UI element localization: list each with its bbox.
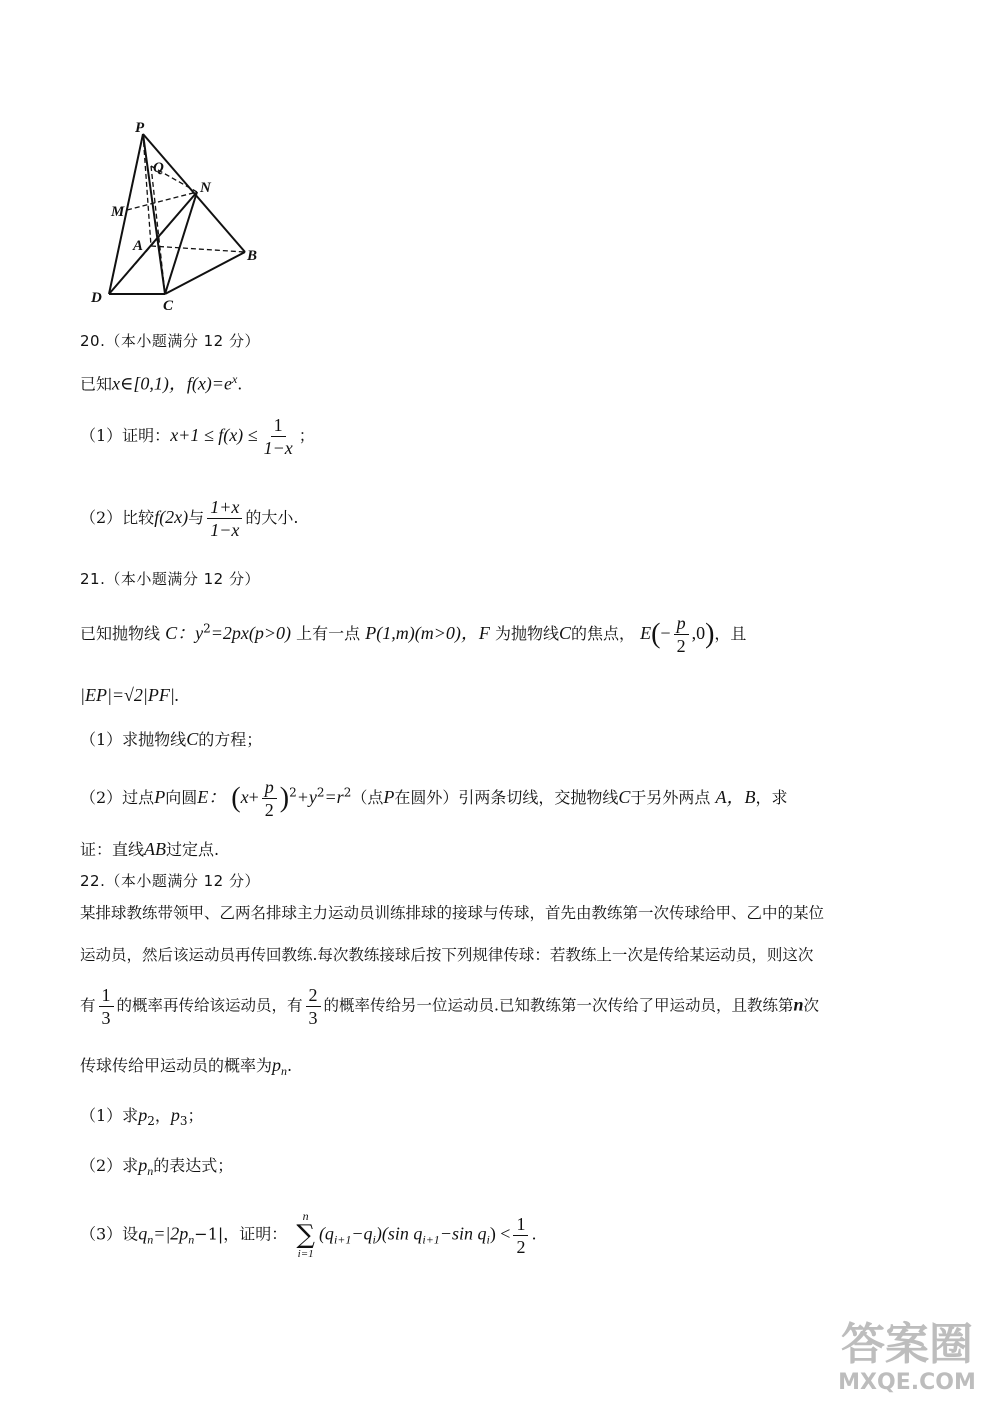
pyramid-figure [85, 118, 275, 318]
q22-line3 [80, 984, 819, 1029]
q22-line1: 某排球教练带领甲、乙两名排球主力运动员训练排球的接球与传球，首先由教练第一次传球给甲、乙中的某位 [80, 904, 825, 922]
q21-p1-c: C [186, 729, 199, 749]
q21-p2-k: 于另外两点 [630, 788, 711, 807]
q22-l3-f1-den: 3 [101, 1008, 111, 1028]
q20-part1 [80, 414, 315, 459]
q21-l1-i: E [640, 623, 652, 643]
q22-p3-term: (q [318, 1223, 334, 1244]
q21-p2-b: P [154, 787, 166, 807]
watermark-logo [822, 1320, 992, 1396]
q21-l1-b: C：y [165, 623, 204, 643]
q21-p2-l2-b: AB [144, 839, 167, 859]
q21-p2-l: A，B [715, 787, 756, 807]
q21-l1-e: P(1,m)(m>0)，F [365, 623, 490, 643]
q21-p2-m: ，求 [755, 788, 788, 807]
q22-p1-p2-sub: 2 [147, 1114, 155, 1129]
q21-p2-l2-c: 过定点. [166, 840, 220, 859]
q20-p2-num: 1+x [207, 496, 242, 519]
q22-part2 [80, 1154, 233, 1182]
q22-p3-term3: )(sin q [375, 1223, 423, 1244]
q21-p2-e: +y [296, 787, 317, 807]
q22-p1-end: ； [187, 1106, 204, 1125]
q20-given-sup: x [231, 372, 238, 386]
q21-p1-label: （1）求抛物线 [80, 730, 187, 749]
q20-given-prefix: 已知 [80, 374, 113, 394]
label-N: N [200, 180, 211, 196]
q22-l3-f2-den: 3 [308, 1008, 318, 1028]
label-A: A [133, 238, 144, 254]
q21-l1-sup: 2 [203, 621, 211, 636]
label-M: M [111, 204, 125, 220]
q21-p2-den: 2 [264, 800, 274, 820]
q21-l1-d: 上有一点 [296, 624, 361, 643]
q22-l4-a: 传球传给甲运动员的概率为 [80, 1056, 273, 1075]
label-D: D [91, 290, 102, 306]
q21-line2: |EP|=√2|PF|. [80, 685, 180, 705]
q22-part3: （3）设$q_n=|2p_n-1|$，证明： n ∑ i=1 $(q_{i+1}-q_i)(\sin$ $q_{i+1}-\sin$ $q_i$) < $\frac{1}{2}$ . [80, 1209, 537, 1260]
q21-p2-num: p [262, 776, 277, 799]
q21-p2-i: 在圆外）引两条切线，交抛物线 [394, 788, 619, 807]
q21-p2-h: P [383, 787, 395, 807]
q22-line2: 运动员，然后该运动员再传回教练.每次教练接球后按下列规律传球：若教练上一次是传给某运动员，则这次 [80, 946, 814, 964]
q22-line4 [80, 1054, 292, 1082]
q22-l3-d: 次 [803, 996, 819, 1015]
q21-p2-g: （点 [351, 788, 384, 807]
q22-p2-label: （2）求 [80, 1156, 139, 1175]
q21-p2-a: （2）过点 [80, 788, 155, 807]
q20-p2-mid: 与 [188, 508, 205, 527]
q22-p2-sub: n [147, 1164, 154, 1179]
q20-given-end: . [237, 374, 243, 394]
q21-l1-k: ，且 [714, 624, 747, 643]
q22-p3-end: . [531, 1224, 537, 1244]
q20-p2-expr: f(2x) [154, 507, 189, 527]
q21-p1-end: 的方程； [198, 730, 263, 749]
watermark-line1: 答案圈 [841, 1319, 973, 1370]
q20-p2-label: （2）比较 [80, 508, 155, 527]
q22-p3-den: 2 [516, 1236, 526, 1257]
q20-p2-end: 的大小. [245, 508, 299, 527]
q21-l1-den: 2 [676, 636, 686, 656]
q22-part1 [80, 1104, 204, 1132]
q20-p1-num: 1 [271, 414, 286, 437]
q22-p2-end: 的表达式； [153, 1156, 234, 1175]
q20-p1-expr: x+1 ≤ f(x) ≤ [170, 425, 258, 445]
q21-l1-num: p [674, 612, 689, 635]
label-Q: Q [153, 160, 164, 176]
q22-l3-b: 的概率再传给该运动员，有 [116, 996, 303, 1015]
q22-l3-n: n [793, 994, 804, 1015]
label-P: P [135, 120, 145, 136]
q21-p2-d: E： [197, 787, 227, 807]
q22-p2-p: p [138, 1155, 148, 1175]
q22-l4-p: p [272, 1055, 282, 1075]
q22-l3-c: 的概率传给另一位运动员.已知教练第一次传给了甲运动员，且教练第 [323, 996, 794, 1015]
label-B: B [247, 248, 258, 264]
q22-l3-f1-num: 1 [99, 984, 114, 1007]
q21-l1-h: 的焦点， [570, 624, 635, 643]
q22-p3-term4: −sin q [439, 1223, 487, 1244]
q22-p3-num: 1 [513, 1213, 528, 1236]
q21-part2-line2 [80, 838, 219, 861]
q22-p1-p2: p [138, 1105, 148, 1125]
q22-p3-term2: −q [351, 1223, 373, 1244]
q21-p2-c: 向圆 [165, 788, 198, 807]
watermark-line2: MXQE.COM [838, 1370, 976, 1395]
q22-p3-label: （3）设 [80, 1224, 139, 1244]
q22-p3-sum-bot: i=1 [297, 1248, 314, 1260]
q22-p1-p3-sub: 3 [179, 1114, 188, 1129]
q21-part1 [80, 728, 262, 751]
q20-header: 20.（本小题满分 12 分） [80, 332, 260, 350]
q21-line1: 已知抛物线 C：$y^2=2px(p>0)$ 上有一点 P(1,m)(m>0)，F 为抛物线C的焦点， E(− $\frac{p}{2}$ ,0)，且 [80, 613, 747, 656]
q21-p2-l2-a: 证：直线 [80, 840, 145, 859]
q21-l1-g: C [558, 623, 571, 643]
q21-p2-j: C [618, 787, 631, 807]
q21-header: 21.（本小题满分 12 分） [80, 570, 260, 588]
q20-p1-end: ； [298, 426, 315, 445]
q22-p3-rest2: −1|，证明： [194, 1224, 288, 1244]
q22-l4-end: . [287, 1056, 293, 1075]
q22-p1-label: （1）求 [80, 1106, 139, 1125]
q22-header: 22.（本小题满分 12 分） [80, 872, 260, 890]
q20-given-expr: x∈[0,1)，f(x)=e [112, 373, 232, 394]
q20-p1-label: （1）证明： [80, 426, 171, 445]
q20-p1-den: 1−x [263, 438, 293, 458]
q20-p2-den: 1−x [210, 520, 240, 540]
q22-l3-f2-num: 2 [306, 984, 321, 1007]
q22-p1-p3: p [170, 1105, 180, 1125]
q20-given [80, 368, 242, 395]
q22-p3-q: q [138, 1223, 148, 1244]
q22-p3-term5: ) < [489, 1223, 511, 1244]
q22-l3-a: 有 [80, 996, 96, 1015]
q22-p1-sep: ， [154, 1106, 171, 1125]
q20-part2 [80, 496, 298, 541]
q22-l4-sub: n [281, 1064, 288, 1079]
q21-l1-c: =2px(p>0) [210, 623, 292, 643]
q21-p2-f: =r [324, 787, 344, 807]
q22-p3-rest: =|2p [153, 1223, 189, 1244]
q21-l1-f: 为抛物线 [494, 624, 559, 643]
q21-l1-a: 已知抛物线 [80, 624, 161, 643]
label-C: C [163, 298, 174, 314]
q22-p3-sub: n [147, 1232, 154, 1247]
q21-part2: （2）过点P向圆E： (x+ $\frac{p}{2}$ )$^2+y^2=r^2$（点P在圆外）引两条切线，交抛物线C于另外两点 A，B，求 [80, 777, 788, 820]
q22-p3-sum-top: n [302, 1209, 309, 1223]
